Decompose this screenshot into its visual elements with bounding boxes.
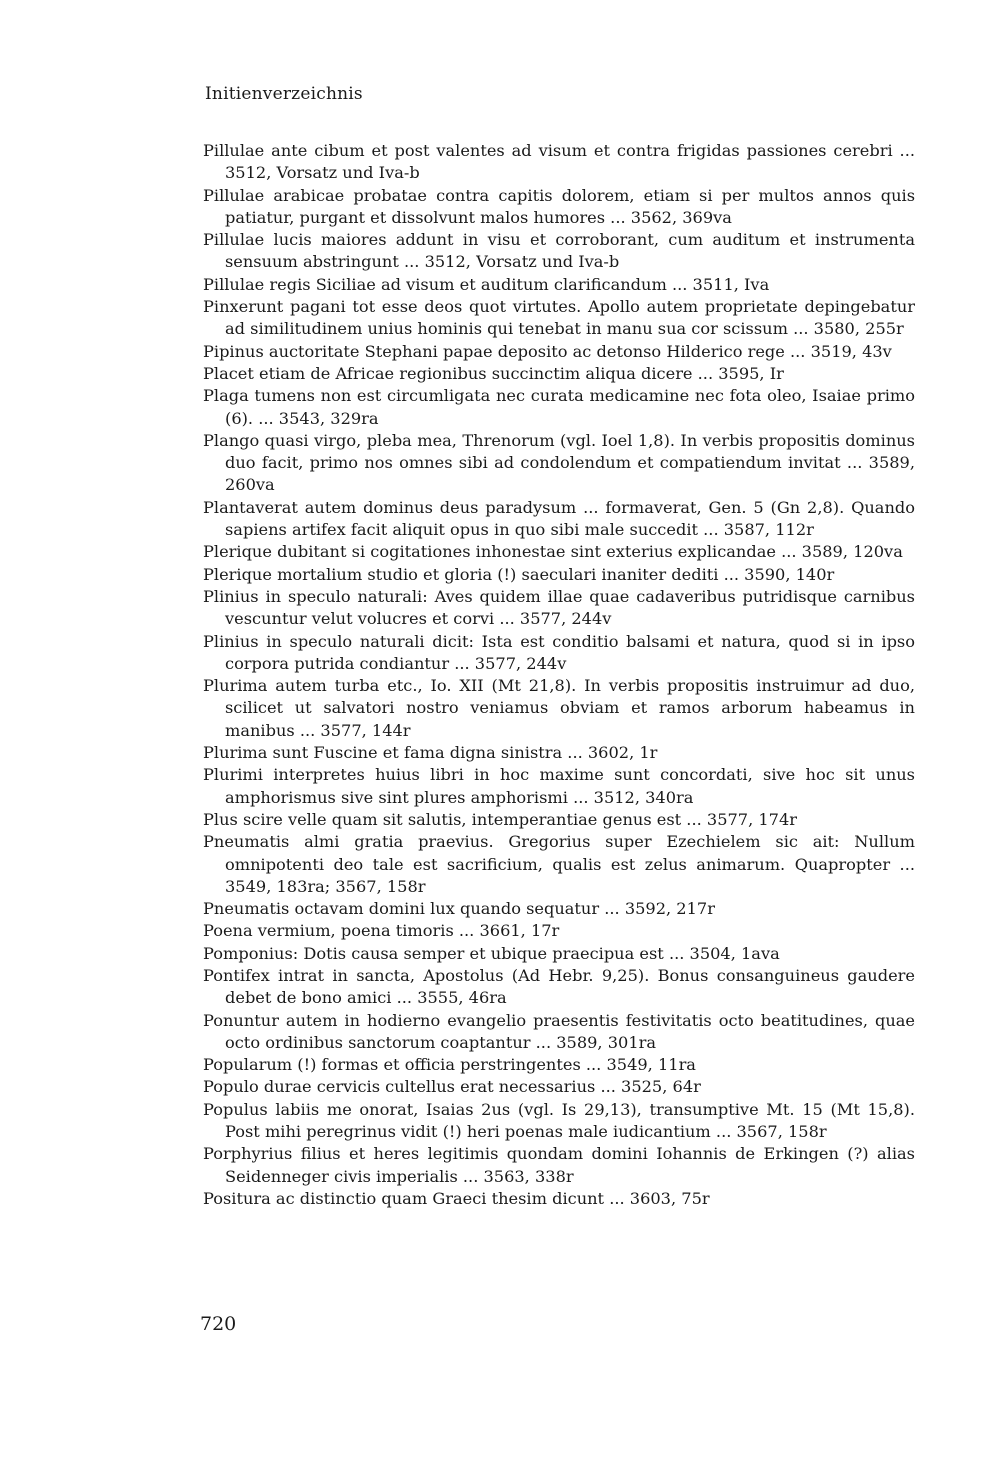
index-entry: Plinius in speculo naturali dicit: Ista est conditio balsami et natura, quod si in ipso corpora putrida condiantur ... 3577, 244v <box>203 631 915 673</box>
index-entry: Pillulae arabicae probatae contra capitis dolorem, etiam si per multos annos quis patiatur, purgant et dissolvunt malos humores ... 3562, 369va <box>203 185 915 227</box>
index-entry: Pontifex intrat in sancta, Apostolus (Ad Hebr. 9,25). Bonus consanguineus gaudere debet de bono amici ... 3555, 46ra <box>203 965 915 1008</box>
running-head: Initienverzeichnis <box>205 84 363 104</box>
index-entry: Plus scire velle quam sit salutis, intemperantiae genus est ... 3577, 174r <box>203 809 798 829</box>
index-entry: Poena vermium, poena timoris ... 3661, 17r <box>203 921 560 941</box>
index-entry: Plango quasi virgo, pleba mea, Threnorum (vgl. Ioel 1,8). In verbis propositis dominus duo facit, primo nos omnes sibi ad condolendum et compatiendum invitat ... 3589, 260va <box>203 430 915 495</box>
index-entry: Pneumatis almi gratia praevius. Gregorius super Ezechielem sic ait: Nullum omnipotenti deo tale est sacrificium, qualis est zelus animarum. Quapropter ... 3549, 183ra; 3567, 158r <box>203 832 915 896</box>
index-entry: Positura ac distinctio quam Graeci thesim dicunt ... 3603, 75r <box>203 1188 710 1208</box>
index-entry: Pillulae regis Siciliae ad visum et auditum clarificandum ... 3511, Iva <box>203 274 770 294</box>
index-entry: Pinxerunt pagani tot esse deos quot virtutes. Apollo autem proprietate depingebatur ad similitudinem unius hominis qui tenebat in manu sua cor scissum ... 3580, 255r <box>203 297 915 339</box>
index-entry: Pillulae lucis maiores addunt in visu et corroborant, cum auditum et instrumenta sensuum abstringunt ... 3512, Vorsatz und Iva-b <box>203 230 915 272</box>
index-entry: Pipinus auctoritate Stephani papae deposito ac detonso Hilderico rege ... 3519, 43v <box>203 341 892 361</box>
index-entry: Popularum (!) formas et officia perstringentes ... 3549, 11ra <box>203 1055 696 1075</box>
page-number: 720 <box>200 1313 237 1335</box>
index-entry: Pneumatis octavam domini lux quando sequatur ... 3592, 217r <box>203 899 715 919</box>
index-entry: Ponuntur autem in hodierno evangelio praesentis festivitatis octo beatitudines, quae octo ordinibus sanctorum coaptantur ... 3589, 301ra <box>203 1010 915 1052</box>
index-entry: Placet etiam de Africae regionibus succinctim aliqua dicere ... 3595, Ir <box>203 363 784 383</box>
index-entry: Plinius in speculo naturali: Aves quidem illae quae cadaveribus putridisque carnibus vescuntur velut volucres et corvi ... 3577, 244v <box>203 586 915 629</box>
index-entry: Populo durae cervicis cultellus erat necessarius ... 3525, 64r <box>203 1077 701 1097</box>
index-entry: Plaga tumens non est circumligata nec curata medicamine nec fota oleo, Isaiae primo (6). ... 3543, 329ra <box>203 386 915 428</box>
index-entry: Plerique mortalium studio et gloria (!) saeculari inaniter dediti ... 3590, 140r <box>203 564 835 584</box>
index-entry: Plurima sunt Fuscine et fama digna sinistra ... 3602, 1r <box>203 743 658 763</box>
index-entry: Porphyrius filius et heres legitimis quondam domini Iohannis de Erkingen (?) alias Seidenneger civis imperialis ... 3563, 338r <box>203 1144 915 1186</box>
index-entry: Pomponius: Dotis causa semper et ubique praecipua est ... 3504, 1ava <box>203 943 780 963</box>
index-entry: Plerique dubitant si cogitationes inhonestae sint exterius explicandae ... 3589, 120va <box>203 542 903 562</box>
index-entry: Plurima autem turba etc., Io. XII (Mt 21,8). In verbis propositis instruimur ad duo, scilicet ut salvatori nostro veniamus obviam et ramos arborum habeamus in manibus ... 3577, 144r <box>203 676 915 740</box>
index-entry: Plantaverat autem dominus deus paradysum ... formaverat, Gen. 5 (Gn 2,8). Quando sapiens artifex facit aliquit opus in quo sibi male succedit ... 3587, 112r <box>203 497 915 540</box>
index-entry: Plurimi interpretes huius libri in hoc maxime sunt concordati, sive hoc sit unus amphorismus sive sint plures amphorismi ... 3512, 340ra <box>203 765 915 807</box>
index-entry: Populus labiis me onorat, Isaias 2us (vgl. Is 29,13), transumptive Mt. 15 (Mt 15,8). Post mihi peregrinus vidit (!) heri poenas male iudicantium ... 3567, 158r <box>203 1099 915 1142</box>
index-entries <box>203 140 915 1210</box>
index-entry: Pillulae ante cibum et post valentes ad visum et contra frigidas passiones cerebri ... 3512, Vorsatz und Iva-b <box>203 141 915 183</box>
